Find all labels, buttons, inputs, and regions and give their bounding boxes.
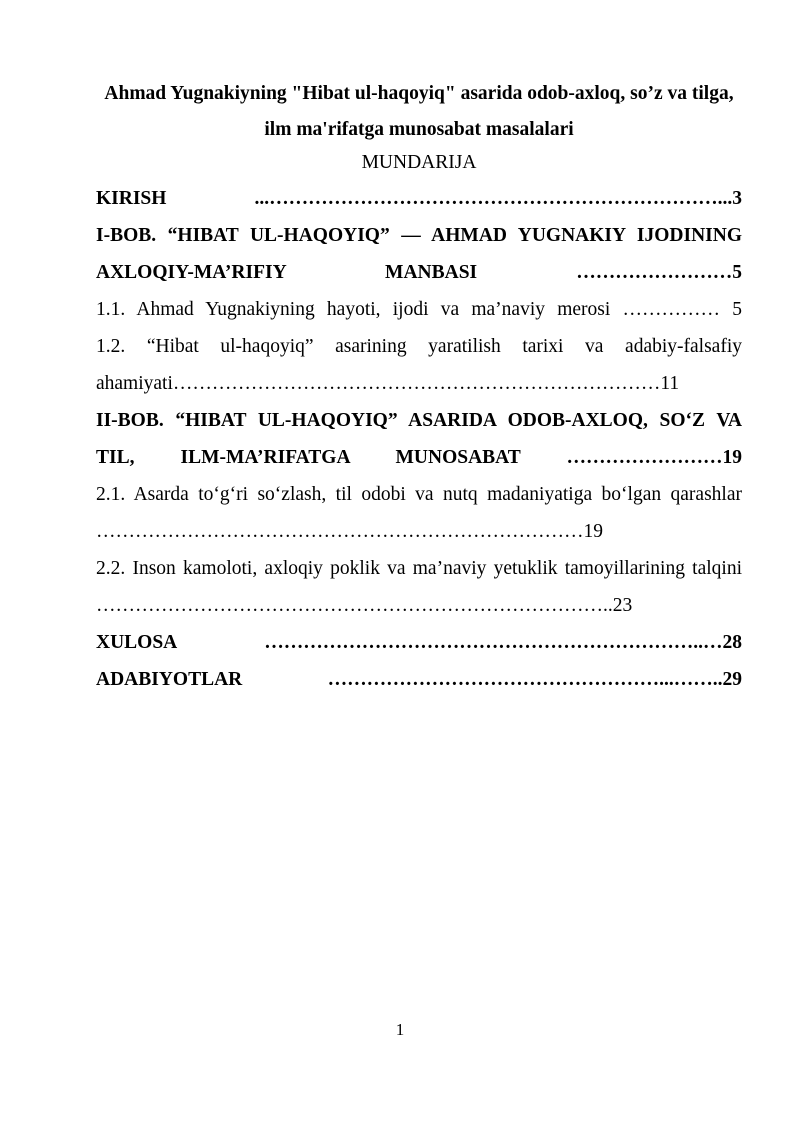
document-page: [96, 76, 742, 698]
document-title: Ahmad Yugnakiyning "Hibat ul-haqoyiq" asarida odob-axloq, so’z va tilga, ilm ma'rifatga munosabat masalalari: [104, 83, 734, 140]
toc-heading: MUNDARIJA: [361, 152, 477, 173]
toc-entry-kirish: KIRISH ...……………………………………………………………...3: [96, 188, 742, 209]
page-number: 1: [395, 1020, 405, 1039]
toc-entry-xulosa: XULOSA …………………………………………………………..…28: [96, 632, 742, 653]
toc-entry-chapter-2: II-BOB. “HIBAT UL-HAQOYIQ” ASARIDA ODOB-AXLOQ, SO‘Z VA TIL, ILM-MA’RIFATGA MUNOSABAT ……………………19: [96, 410, 742, 468]
toc-entry-section-2-1: 2.1. Asarda to‘g‘ri so‘zlash, til odobi va nutq madaniyatiga bo‘lgan qarashlar …………………………………………………………………19: [96, 484, 742, 542]
toc-entry-section-1-2: 1.2. “Hibat ul-haqoyiq” asarining yaratilish tarixi va adabiy-falsafiy ahamiyati…………………………………………………………………11: [96, 336, 742, 394]
toc-entry-chapter-1: I-BOB. “HIBAT UL-HAQOYIQ” — AHMAD YUGNAKIY IJODINING AXLOQIY-MA’RIFIY MANBASI ……………………5: [96, 225, 742, 283]
toc-entry-adabiyotlar: ADABIYOTLAR ……………………………………………...……..29: [96, 669, 742, 690]
toc-entry-section-1-1: 1.1. Ahmad Yugnakiyning hayoti, ijodi va ma’naviy merosi …………… 5: [96, 299, 742, 320]
toc-entry-section-2-2: 2.2. Inson kamoloti, axloqiy poklik va ma’naviy yetuklik tamoyillarining talqini ……………………………………………………………………..23: [96, 558, 742, 616]
